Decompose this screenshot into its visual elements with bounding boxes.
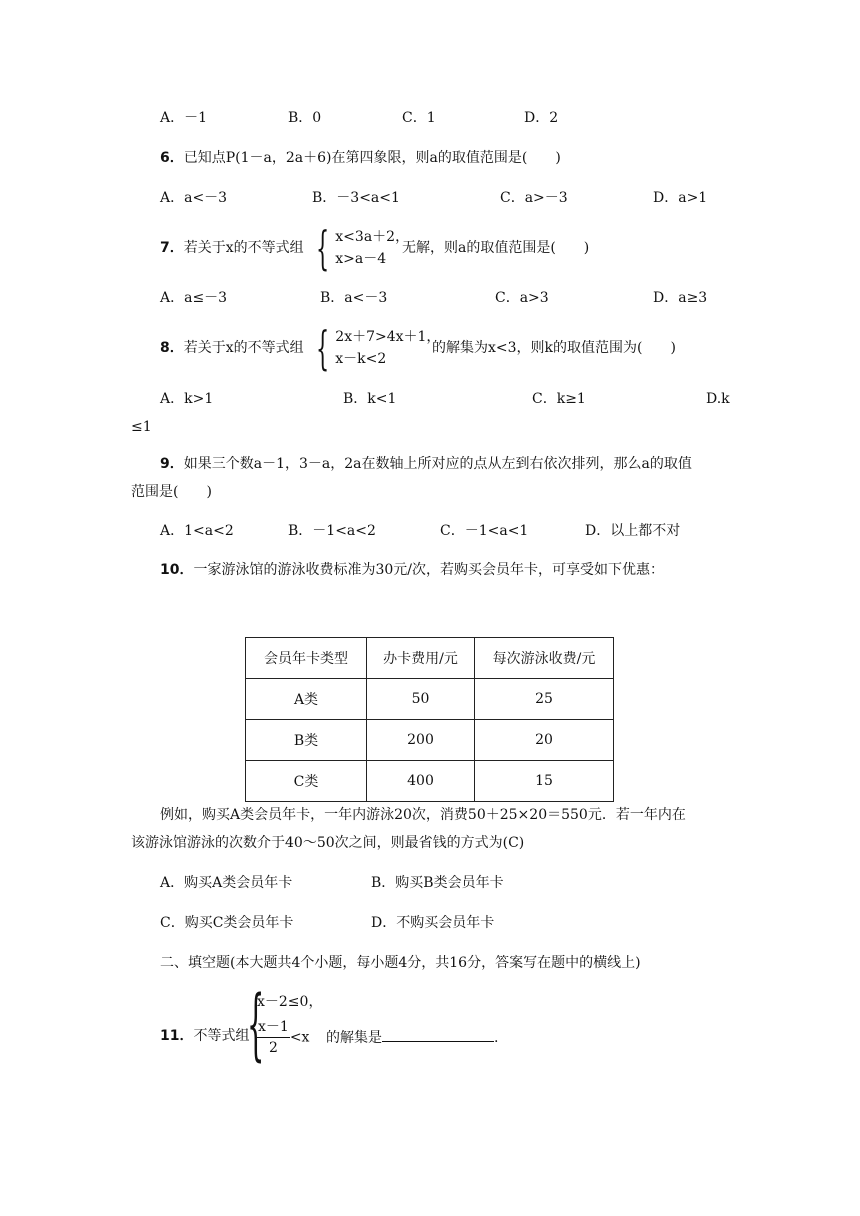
question-text: 已知点P(1－a，2a＋6)在第四象限，则a的取值范围是( ) xyxy=(183,150,561,166)
question-number: 8． xyxy=(160,340,184,356)
q11-system-line1: x－2≤0， xyxy=(257,994,323,1010)
q7-option-c: C．a>3 xyxy=(495,290,549,306)
system-line: x<3a＋2， xyxy=(335,229,410,245)
table-row xyxy=(246,761,614,802)
question-number: 10． xyxy=(160,562,194,578)
table-cell: 20 xyxy=(475,720,614,761)
fraction-denominator: 2 xyxy=(268,1040,278,1056)
q8-option-a: A．k>1 xyxy=(160,391,214,407)
q10-option-a: A．购买A类会员年卡 xyxy=(160,875,293,891)
question-number: 11． xyxy=(160,1028,194,1044)
question-10 xyxy=(160,563,664,577)
q6-option-b: B．－3<a<1 xyxy=(312,190,400,206)
question-number: 9． xyxy=(160,456,184,472)
q10-option-b: B．购买B类会员年卡 xyxy=(371,875,504,891)
q10-option-c: C．购买C类会员年卡 xyxy=(160,915,294,931)
question-9 xyxy=(160,457,692,471)
q9-option-b: B．－1<a<2 xyxy=(288,523,376,539)
question-8-text-post: 的解集为x<3，则k的取值范围为( ) xyxy=(432,340,676,356)
period: . xyxy=(494,1030,499,1046)
brace-symbol: { xyxy=(316,221,330,275)
q6-option-d: D．a>1 xyxy=(653,190,708,206)
table-cell: A类 xyxy=(246,679,367,720)
question-text-pre: 若关于x的不等式组 xyxy=(183,340,304,356)
table-cell: 400 xyxy=(367,761,475,802)
q8-option-d: D.k xyxy=(706,391,730,407)
question-text: 一家游泳馆的游泳收费标准为30元/次，若购买会员年卡，可享受如下优惠： xyxy=(193,562,665,578)
q9-option-a: A．1<a<2 xyxy=(160,523,234,539)
fraction xyxy=(257,1020,290,1055)
brace-symbol: { xyxy=(247,980,265,1070)
question-8-number xyxy=(160,341,304,355)
answer-blank[interactable] xyxy=(382,1029,494,1042)
table-row xyxy=(246,720,614,761)
q10-option-d: D．不购买会员年卡 xyxy=(371,915,495,931)
table-cell: 200 xyxy=(367,720,475,761)
question-11-number xyxy=(160,1029,249,1043)
system-line: x>a－4 xyxy=(335,251,387,267)
table-cell: B类 xyxy=(246,720,367,761)
system-line: 2x＋7>4x＋1， xyxy=(335,329,441,345)
question-10-example-line1: 例如，购买A类会员年卡，一年内游泳20次，消费50＋25×20＝550元．若一年内在 xyxy=(160,807,686,823)
question-text: 如果三个数a－1，3－a，2a在数轴上所对应的点从左到右依次排列，那么a的取值 xyxy=(183,456,692,472)
q5-option-c: C．1 xyxy=(402,110,436,126)
table-row xyxy=(246,679,614,720)
table-header-cell: 会员年卡类型 xyxy=(246,638,367,679)
q6-option-a: A．a<－3 xyxy=(160,190,228,206)
q5-option-a: A．－1 xyxy=(160,110,208,126)
question-10-example-line2: 该游泳馆游泳的次数介于40～50次之间，则最省钱的方式为(C) xyxy=(131,835,525,851)
q6-option-c: C．a>－3 xyxy=(500,190,568,206)
q8-option-d-wrap: ≤1 xyxy=(131,419,152,435)
q5-option-b: B．0 xyxy=(288,110,322,126)
question-text-pre: 若关于x的不等式组 xyxy=(183,240,304,256)
table-header-row xyxy=(246,638,614,679)
q8-option-b: B．k<1 xyxy=(343,391,397,407)
question-11-text-post xyxy=(326,1029,498,1045)
section-title: 二、填空题(本大题共4个小题，每小题4分，共16分，答案写在题中的横线上) xyxy=(160,955,641,971)
fraction-numerator: x－1 xyxy=(257,1020,290,1038)
q8-inequality-system xyxy=(316,321,441,375)
table-cell: 15 xyxy=(475,761,614,802)
q9-option-c: C．－1<a<1 xyxy=(440,523,529,539)
q7-option-d: D．a≥3 xyxy=(653,290,708,306)
q8-option-c: C．k≥1 xyxy=(532,391,586,407)
q11-system-line2 xyxy=(257,1020,309,1055)
question-text-post: 的解集是 xyxy=(326,1030,382,1046)
question-6 xyxy=(160,151,561,165)
table-cell: C类 xyxy=(246,761,367,802)
brace-symbol: { xyxy=(316,321,330,375)
q5-option-d: D．2 xyxy=(524,110,559,126)
table-cell: 25 xyxy=(475,679,614,720)
question-7-number xyxy=(160,241,304,255)
table-header-cell: 每次游泳收费/元 xyxy=(475,638,614,679)
q7-inequality-system xyxy=(316,221,410,275)
membership-fee-table xyxy=(245,637,614,802)
question-text-pre: 不等式组 xyxy=(193,1028,250,1044)
q7-option-b: B．a<－3 xyxy=(320,290,388,306)
table-header-cell: 办卡费用/元 xyxy=(367,638,475,679)
question-9-line2: 范围是( ) xyxy=(131,484,212,500)
q9-option-d: D．以上都不对 xyxy=(585,523,681,539)
question-number: 7． xyxy=(160,240,184,256)
table-cell: 50 xyxy=(367,679,475,720)
question-7-text-post: 无解，则a的取值范围是( ) xyxy=(402,240,590,256)
system-line: x－k<2 xyxy=(335,351,387,367)
q7-option-a: A．a≤－3 xyxy=(160,290,228,306)
question-number: 6． xyxy=(160,150,184,166)
fraction-rest: <x xyxy=(289,1029,310,1046)
